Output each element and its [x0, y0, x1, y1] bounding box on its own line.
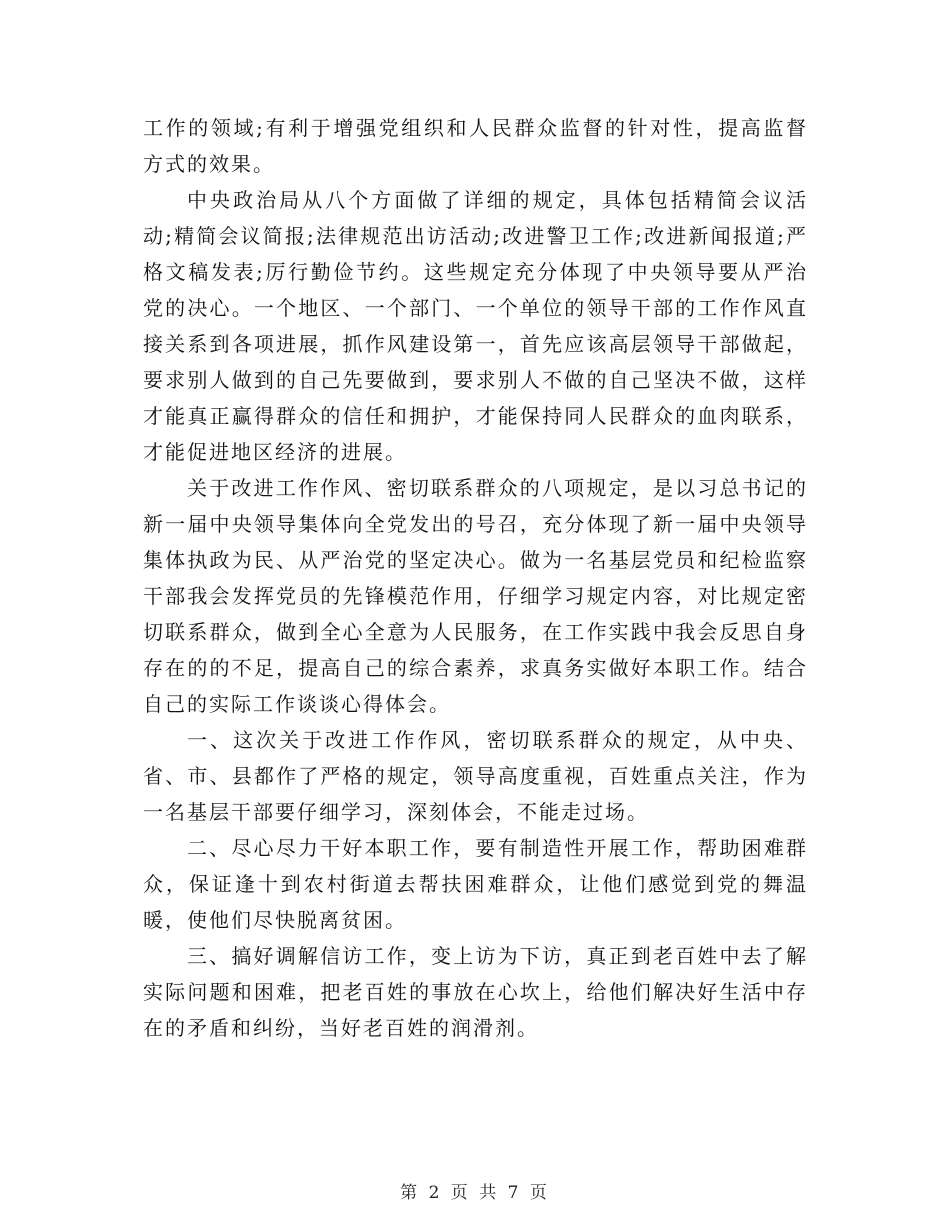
paragraph-continuation: 工作的领域;有利于增强党组织和人民群众监督的针对性，提高监督方式的效果。 [143, 116, 808, 176]
document-body [143, 110, 808, 1046]
paragraph-point-one: 一、这次关于改进工作作风，密切联系群众的规定，从中央、省、市、县都作了严格的规定，领导高度重视，百姓重点关注，作为一名基层干部要仔细学习，深刻体会，不能走过场。 [143, 728, 808, 824]
paragraph-point-three: 三、搞好调解信访工作，变上访为下访，真正到老百姓中去了解实际问题和困难，把老百姓的事放在心坎上，给他们解决好生活中存在的矛盾和纠纷，当好老百姓的润滑剂。 [143, 944, 808, 1040]
paragraph-point-two: 二、尽心尽力干好本职工作，要有制造性开展工作，帮助困难群众，保证逢十到农村街道去帮扶困难群众，让他们感觉到党的舞温暖，使他们尽快脱离贫困。 [143, 836, 808, 932]
paragraph-politburo-rules: 中央政治局从八个方面做了详细的规定，具体包括精简会议活动;精简会议简报;法律规范出访活动;改进警卫工作;改进新闻报道;严格文稿发表;厉行勤俭节约。这些规定充分体现了中央领导要从严治党的决心。一个地区、一个部门、一个单位的领导干部的工作作风直接关系到各项进展，抓作风建设第一，首先应该高层领导干部做起，要求别人做到的自己先要做到，要求别人不做的自己坚决不做，这样才能真正赢得群众的信任和拥护，才能保持同人民群众的血肉联系，才能促进地区经济的进展。 [143, 188, 808, 464]
paragraph-eight-rules: 关于改进工作作风、密切联系群众的八项规定，是以习总书记的新一届中央领导集体向全党发出的号召，充分体现了新一届中央领导集体执政为民、从严治党的坚定决心。做为一名基层党员和纪检监察干部我会发挥党员的先锋模范作用，仔细学习规定内容，对比规定密切联系群众，做到全心全意为人民服务，在工作实践中我会反思自身存在的的不足，提高自己的综合素养，求真务实做好本职工作。结合自己的实际工作谈谈心得体会。 [143, 476, 808, 716]
page-number-footer: 第 2 页 共 7 页 [400, 1183, 550, 1203]
